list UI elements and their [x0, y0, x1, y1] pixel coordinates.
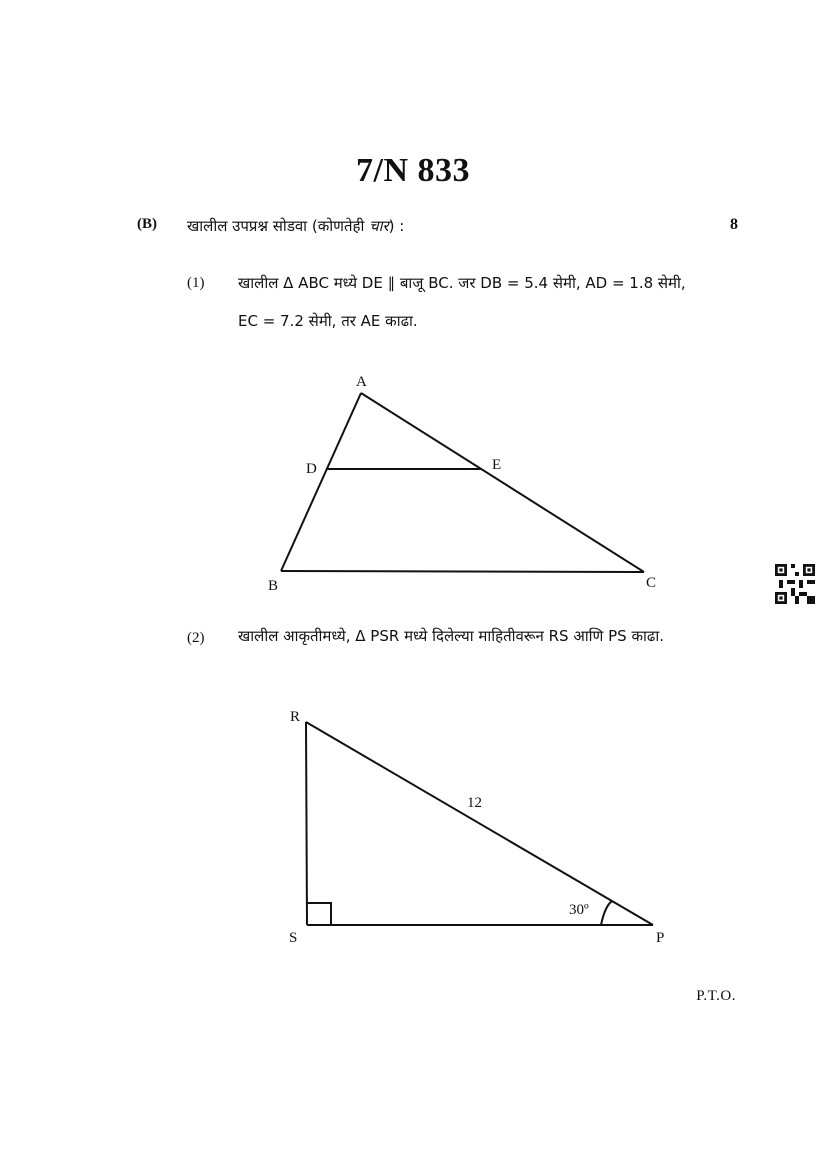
vertex-label-p: P: [656, 930, 665, 946]
section-label: (B): [137, 216, 157, 232]
paper-code: 7/N 833: [356, 152, 470, 189]
hypotenuse-length-label: 12: [467, 795, 482, 811]
side-rs: [306, 722, 307, 925]
question-2-number: (2): [187, 630, 205, 646]
side-bc: [281, 571, 644, 572]
point-label-e: E: [492, 457, 502, 473]
figure-triangle-abc: [268, 374, 656, 594]
vertex-label-b: B: [268, 578, 279, 594]
side-ac: [361, 393, 644, 572]
instruction-main: खालील उपप्रश्न सोडवा (कोणतेही: [187, 217, 370, 235]
vertex-label-r: R: [290, 709, 301, 725]
figure-triangle-psr: [289, 709, 664, 946]
side-ab: [281, 393, 361, 571]
vertex-label-s: S: [289, 930, 298, 946]
angle-label: 30º: [569, 902, 589, 918]
question-1-line-2: EC = 7.2 सेमी, तर AE काढा.: [238, 312, 418, 330]
right-angle-marker: [307, 903, 331, 925]
instruction-end: ) :: [388, 217, 405, 235]
point-label-d: D: [306, 461, 317, 477]
angle-arc-p: [601, 901, 612, 925]
vertex-label-c: C: [646, 575, 657, 591]
vertex-label-a: A: [356, 374, 367, 390]
side-rp: [306, 722, 653, 925]
question-1-line-1: खालील Δ ABC मध्ये DE ∥ बाजू BC. जर DB = 5.4 सेमी, AD = 1.8 सेमी,: [238, 274, 686, 292]
page-turn-over: P.T.O.: [696, 988, 736, 1004]
question-2-text: खालील आकृतीमध्ये, Δ PSR मध्ये दिलेल्या माहितीवरून RS आणि PS काढा.: [238, 627, 664, 645]
qr-code-icon: [775, 564, 815, 604]
instruction-emphasis: चार: [369, 217, 389, 235]
section-marks: 8: [730, 216, 738, 233]
question-1-number: (1): [187, 275, 205, 291]
